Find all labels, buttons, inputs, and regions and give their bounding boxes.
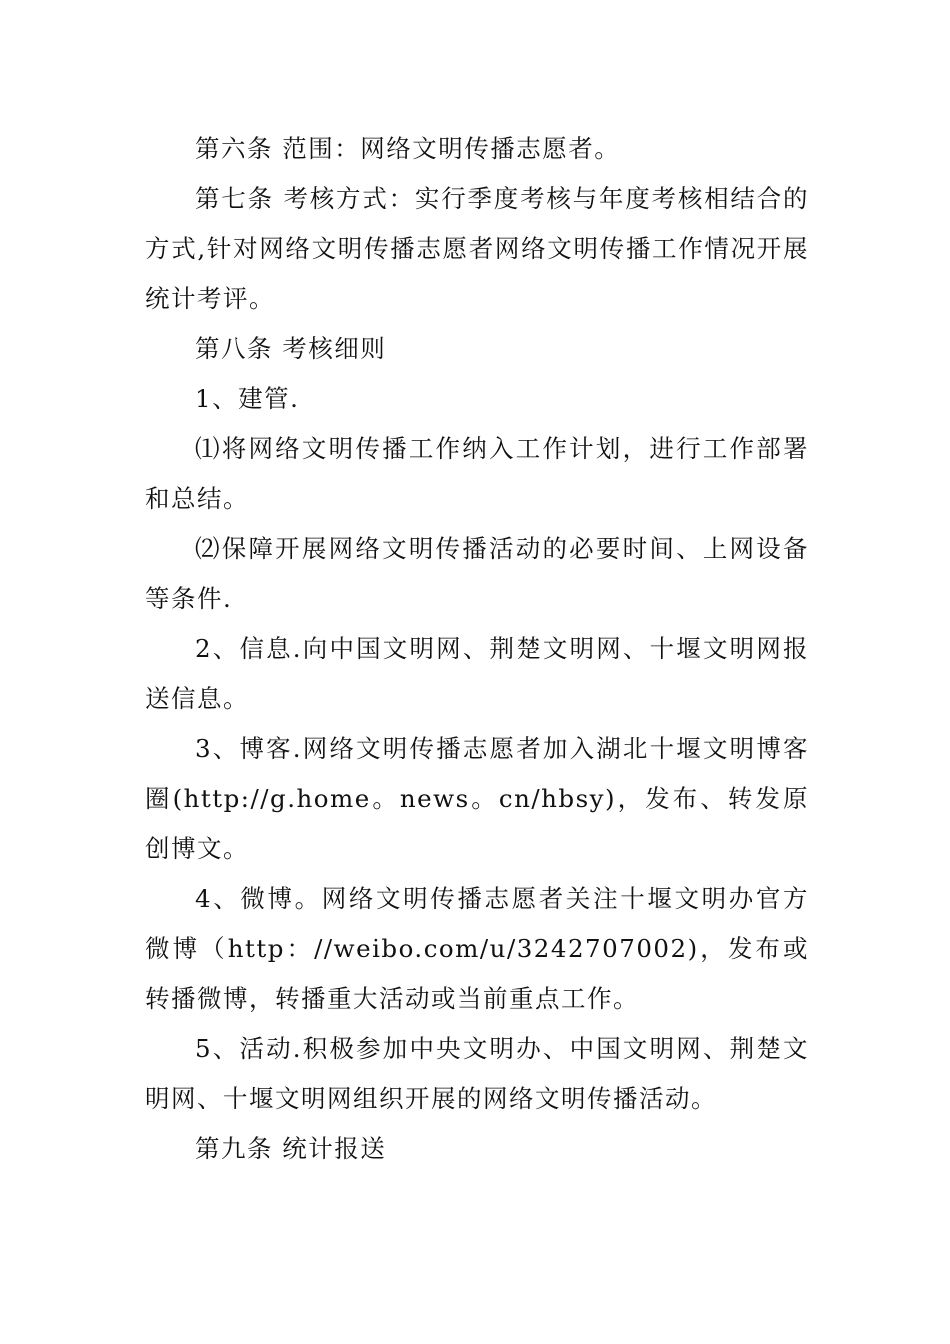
- item-4-paragraph: 4、微博。网络文明传播志愿者关注十堰文明办官方微博（http：//weibo.com/u/3242707002)，发布或转播微博，转播重大活动或当前重点工作。: [145, 884, 809, 1013]
- article-8-heading: 第八条 考核细则: [195, 334, 387, 363]
- item-1-heading: 1、建管.: [195, 384, 300, 413]
- item-1-sub-1-paragraph: ⑴将网络文明传播工作纳入工作计划，进行工作部署和总结。: [145, 434, 809, 513]
- item-3-paragraph: 3、博客.网络文明传播志愿者加入湖北十堰文明博客圈(http://g.home。news。cn/hbsy)，发布、转发原创博文。: [145, 734, 809, 863]
- item-2-paragraph: 2、信息.向中国文明网、荆楚文明网、十堰文明网报送信息。: [145, 634, 809, 713]
- item-1-sub-2-paragraph: ⑵保障开展网络文明传播活动的必要时间、上网设备等条件.: [145, 534, 809, 613]
- item-5-paragraph: 5、活动.积极参加中央文明办、中国文明网、荆楚文明网、十堰文明网组织开展的网络文明传播活动。: [145, 1034, 809, 1113]
- article-7-paragraph: 第七条 考核方式：实行季度考核与年度考核相结合的方式,针对网络文明传播志愿者网络文明传播工作情况开展统计考评。: [145, 184, 809, 313]
- article-6-paragraph: 第六条 范围：网络文明传播志愿者。: [195, 134, 621, 163]
- article-9-heading: 第九条 统计报送: [195, 1134, 387, 1163]
- document-body: [145, 124, 809, 1174]
